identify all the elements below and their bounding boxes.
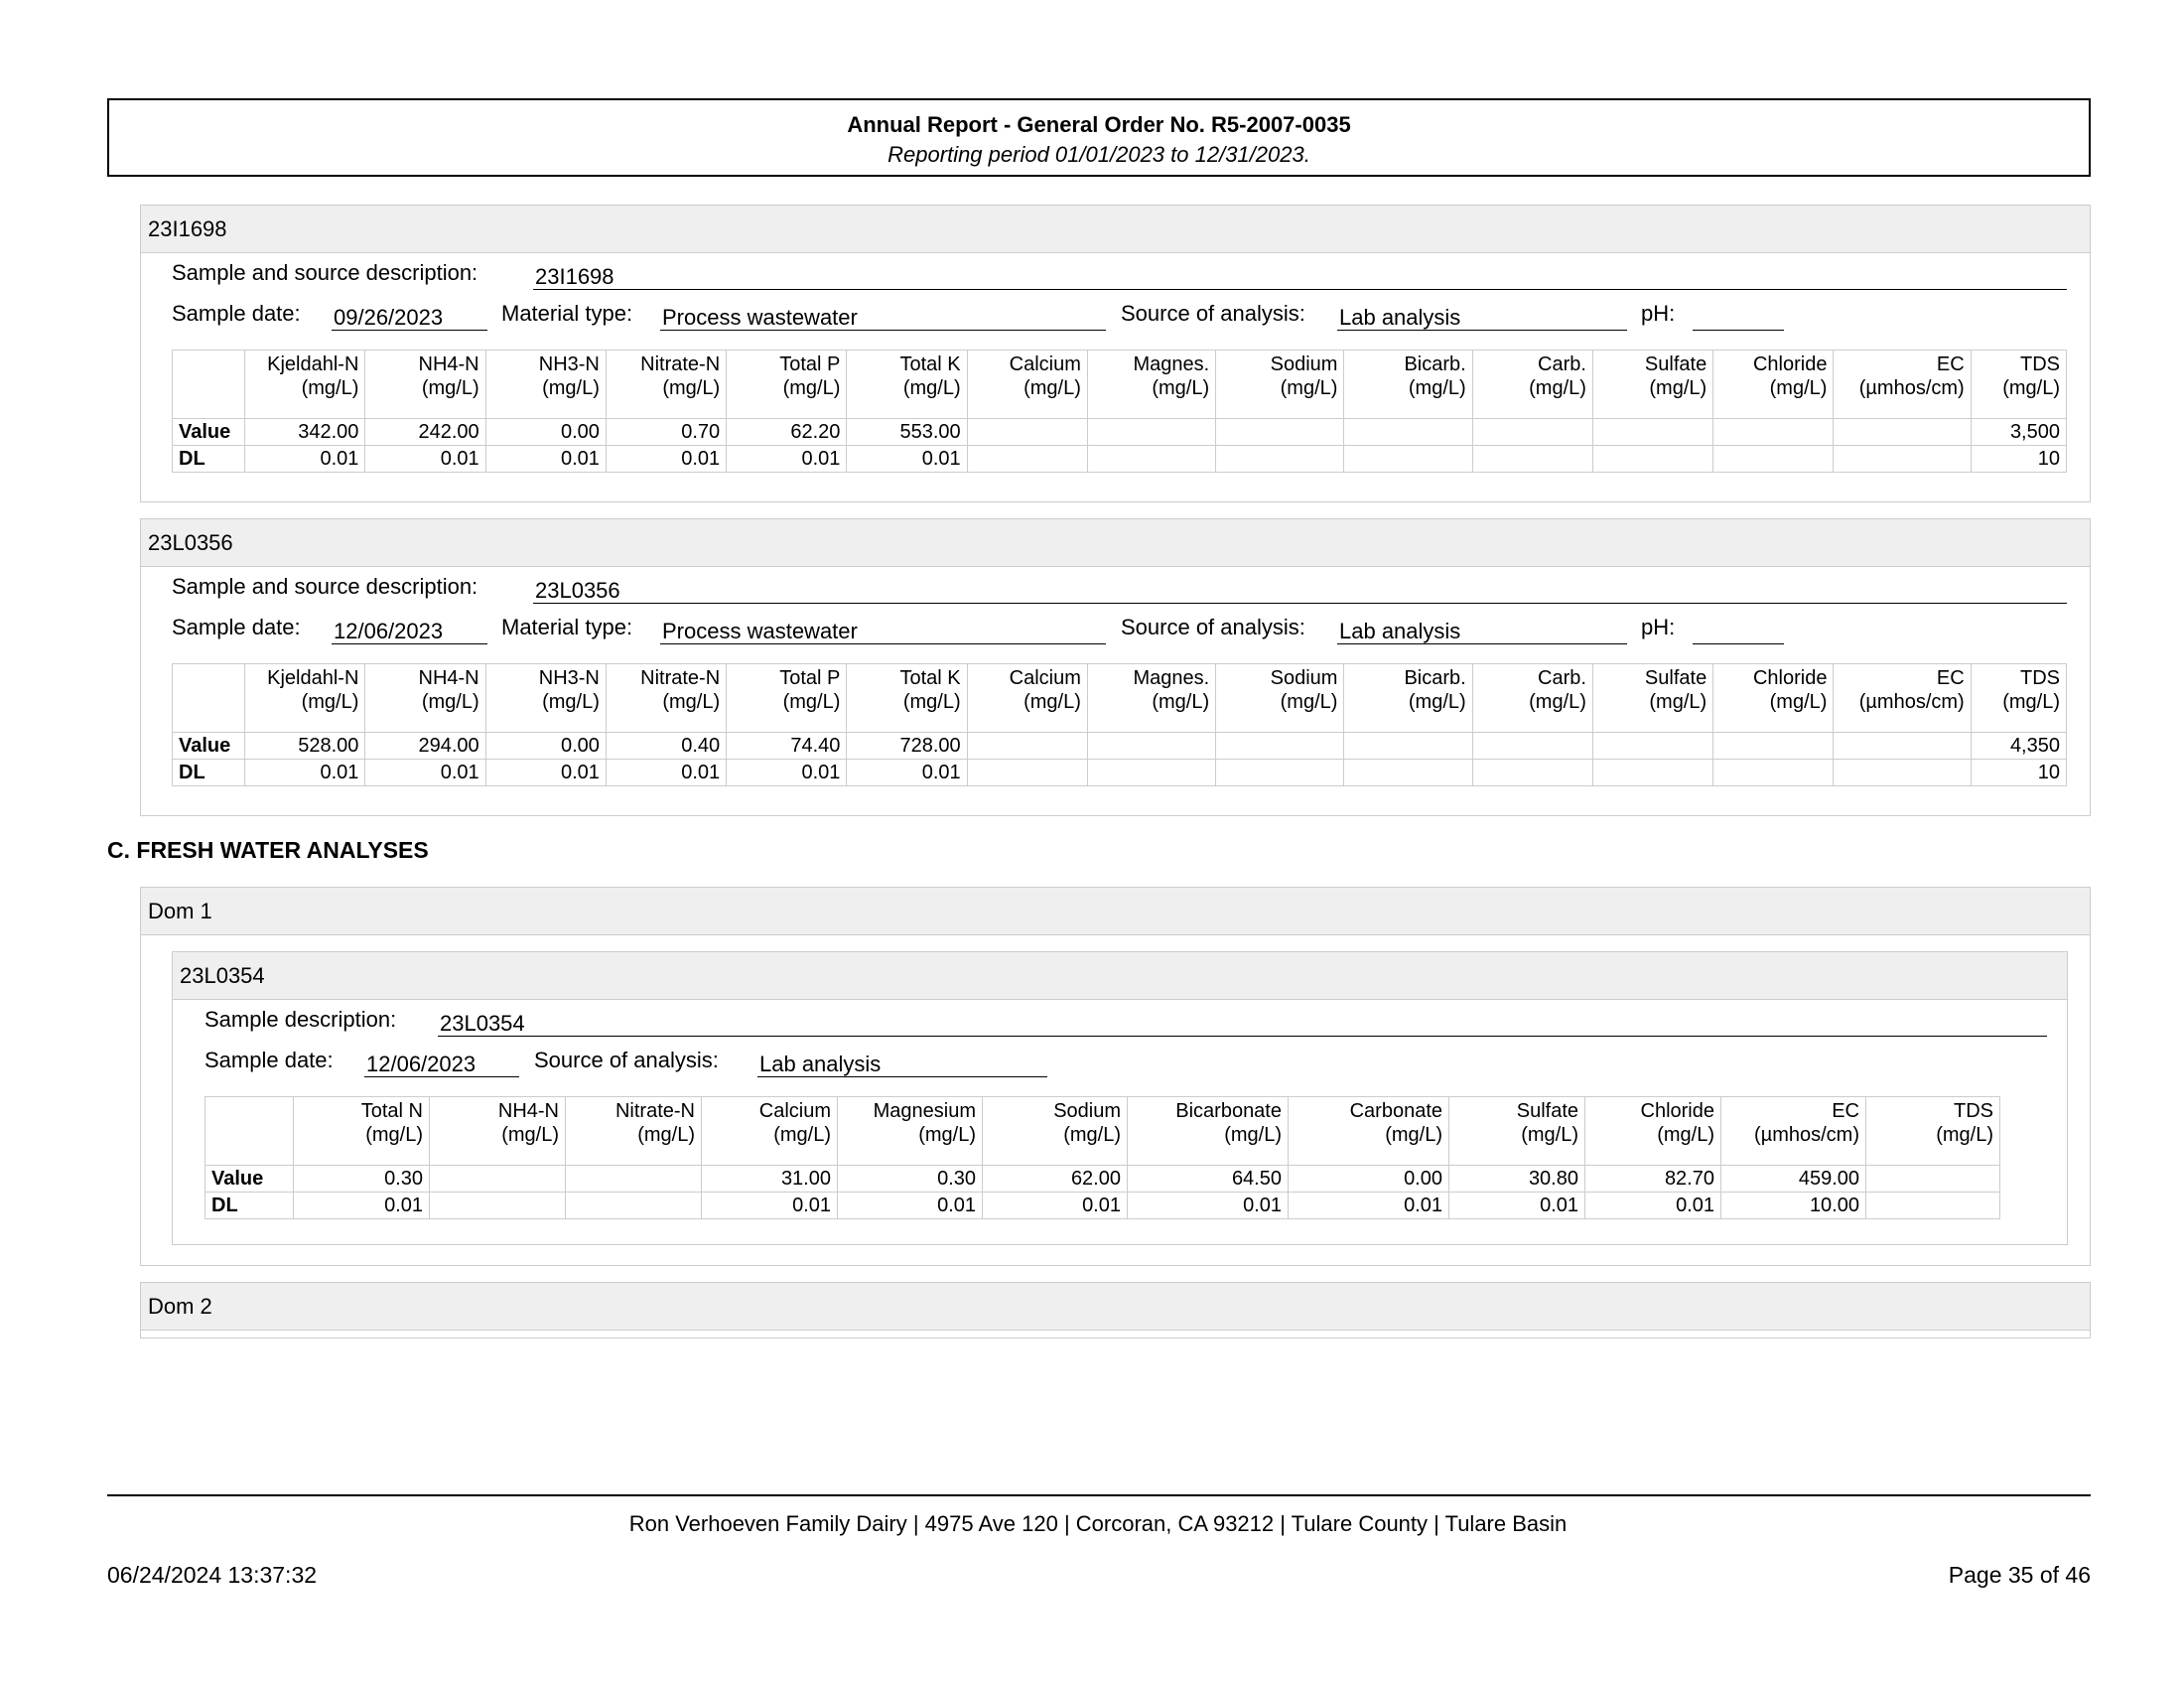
table-cell: 0.01 bbox=[245, 760, 365, 786]
table-cell: 10 bbox=[1971, 446, 2066, 473]
table-cell bbox=[1834, 446, 1971, 473]
report-header bbox=[107, 98, 2091, 177]
sample-description-value: 23L0356 bbox=[533, 577, 2067, 604]
ph-label: pH: bbox=[1641, 615, 1676, 639]
table-cell: 0.01 bbox=[727, 760, 847, 786]
column-header: Total P (mg/L) bbox=[727, 351, 847, 419]
column-header: Sodium (mg/L) bbox=[1216, 351, 1344, 419]
table-cell bbox=[1713, 446, 1834, 473]
column-header: Carb. (mg/L) bbox=[1472, 664, 1592, 733]
table-cell: 0.00 bbox=[485, 419, 606, 446]
column-header: Total K (mg/L) bbox=[847, 664, 967, 733]
column-header: Carbonate (mg/L) bbox=[1289, 1097, 1449, 1166]
column-header: Nitrate-N (mg/L) bbox=[606, 664, 726, 733]
table-cell: 0.01 bbox=[365, 760, 485, 786]
table-cell bbox=[1344, 760, 1472, 786]
corner-cell bbox=[205, 1097, 294, 1166]
fresh-water-sample-panel bbox=[172, 951, 2068, 1245]
table-cell: 0.70 bbox=[606, 419, 726, 446]
column-header: EC (µmhos/cm) bbox=[1834, 664, 1971, 733]
column-header: EC (µmhos/cm) bbox=[1721, 1097, 1866, 1166]
sample-desc-label: Sample description: bbox=[205, 1007, 397, 1032]
table-cell bbox=[1713, 733, 1834, 760]
table-cell: 0.01 bbox=[365, 446, 485, 473]
material-type-value: Process wastewater bbox=[660, 618, 1106, 644]
table-cell: 0.01 bbox=[727, 446, 847, 473]
column-header: NH4-N (mg/L) bbox=[365, 351, 485, 419]
ph-label: pH: bbox=[1641, 301, 1676, 326]
column-header: Total K (mg/L) bbox=[847, 351, 967, 419]
table-cell: 0.01 bbox=[606, 446, 726, 473]
sample-panel bbox=[140, 205, 2091, 502]
column-header: Nitrate-N (mg/L) bbox=[566, 1097, 702, 1166]
column-header: Magnes. (mg/L) bbox=[1087, 351, 1215, 419]
table-cell bbox=[1592, 733, 1712, 760]
table-cell: 30.80 bbox=[1449, 1166, 1585, 1193]
table-cell bbox=[1472, 760, 1592, 786]
source-of-analysis-value: Lab analysis bbox=[757, 1051, 1047, 1077]
column-header: NH3-N (mg/L) bbox=[485, 664, 606, 733]
table-cell bbox=[566, 1166, 702, 1193]
column-header: Sulfate (mg/L) bbox=[1592, 351, 1712, 419]
table-cell bbox=[1713, 419, 1834, 446]
column-header: Bicarb. (mg/L) bbox=[1344, 351, 1472, 419]
column-header: Calcium (mg/L) bbox=[702, 1097, 838, 1166]
table-cell: 0.40 bbox=[606, 733, 726, 760]
column-header: NH4-N (mg/L) bbox=[430, 1097, 566, 1166]
table-cell: 0.01 bbox=[485, 760, 606, 786]
column-header: NH4-N (mg/L) bbox=[365, 664, 485, 733]
table-cell bbox=[1344, 446, 1472, 473]
fresh-water-source-panel bbox=[140, 887, 2091, 1266]
table-cell bbox=[967, 760, 1087, 786]
footer-divider bbox=[107, 1494, 2091, 1496]
column-header: Sulfate (mg/L) bbox=[1449, 1097, 1585, 1166]
table-cell: 31.00 bbox=[702, 1166, 838, 1193]
table-cell: 0.01 bbox=[847, 760, 967, 786]
table-cell bbox=[1472, 733, 1592, 760]
source-of-analysis-value: Lab analysis bbox=[1337, 304, 1627, 331]
fresh-water-source-panel bbox=[140, 1282, 2091, 1338]
table-cell: 62.00 bbox=[983, 1166, 1128, 1193]
column-header: Kjeldahl-N (mg/L) bbox=[245, 664, 365, 733]
material-type-value: Process wastewater bbox=[660, 304, 1106, 331]
column-header: Calcium (mg/L) bbox=[967, 664, 1087, 733]
column-header: Chloride (mg/L) bbox=[1713, 664, 1834, 733]
table-cell: 0.00 bbox=[1289, 1166, 1449, 1193]
table-cell bbox=[1834, 733, 1971, 760]
table-cell bbox=[1834, 419, 1971, 446]
column-header: Kjeldahl-N (mg/L) bbox=[245, 351, 365, 419]
analysis-table bbox=[172, 350, 2067, 473]
column-header: Sulfate (mg/L) bbox=[1592, 664, 1712, 733]
column-header: Calcium (mg/L) bbox=[967, 351, 1087, 419]
table-cell: 3,500 bbox=[1971, 419, 2066, 446]
table-cell: 294.00 bbox=[365, 733, 485, 760]
table-cell: 0.30 bbox=[294, 1166, 430, 1193]
table-cell bbox=[1216, 760, 1344, 786]
table-cell: 74.40 bbox=[727, 733, 847, 760]
table-cell: 82.70 bbox=[1585, 1166, 1721, 1193]
report-title: Annual Report - General Order No. R5-2007-0035 bbox=[847, 112, 1351, 137]
table-cell bbox=[1087, 419, 1215, 446]
column-header: Carb. (mg/L) bbox=[1472, 351, 1592, 419]
corner-cell bbox=[173, 664, 245, 733]
analysis-table bbox=[172, 663, 2067, 786]
table-cell: 528.00 bbox=[245, 733, 365, 760]
table-cell bbox=[1472, 419, 1592, 446]
table-cell: 728.00 bbox=[847, 733, 967, 760]
table-cell: 0.01 bbox=[485, 446, 606, 473]
column-header: TDS (mg/L) bbox=[1971, 664, 2066, 733]
table-cell: 0.01 bbox=[847, 446, 967, 473]
table-cell bbox=[1216, 419, 1344, 446]
source-of-analysis-label: Source of analysis: bbox=[1121, 301, 1305, 326]
column-header: Nitrate-N (mg/L) bbox=[606, 351, 726, 419]
section-title: C. FRESH WATER ANALYSES bbox=[107, 837, 429, 863]
sample-date-label: Sample date: bbox=[172, 615, 301, 639]
column-header: TDS (mg/L) bbox=[1866, 1097, 2000, 1166]
column-header: Magnesium (mg/L) bbox=[838, 1097, 983, 1166]
table-cell bbox=[967, 733, 1087, 760]
analysis-table bbox=[205, 1096, 2000, 1219]
table-cell: 0.01 bbox=[1128, 1193, 1289, 1219]
sample-description-value: 23I1698 bbox=[533, 263, 2067, 290]
table-cell bbox=[1472, 446, 1592, 473]
table-cell bbox=[967, 446, 1087, 473]
table-cell: 10 bbox=[1971, 760, 2066, 786]
dl-row: DL 0.01 0.01 0.01 0.01 0.01 0.01 0.01 0.01 10.00 bbox=[205, 1193, 2000, 1219]
column-header: Chloride (mg/L) bbox=[1713, 351, 1834, 419]
source-of-analysis-label: Source of analysis: bbox=[534, 1048, 719, 1072]
material-type-label: Material type: bbox=[501, 301, 633, 326]
table-cell: 0.30 bbox=[838, 1166, 983, 1193]
sample-date-value: 09/26/2023 bbox=[332, 304, 487, 331]
ph-value bbox=[1693, 304, 1784, 331]
sample-date-value: 12/06/2023 bbox=[364, 1051, 519, 1077]
table-cell bbox=[1592, 760, 1712, 786]
table-cell: 0.01 bbox=[1289, 1193, 1449, 1219]
sample-description-value: 23L0354 bbox=[438, 1010, 2047, 1037]
table-cell: 4,350 bbox=[1971, 733, 2066, 760]
sample-date-label: Sample date: bbox=[172, 301, 301, 326]
table-cell: 64.50 bbox=[1128, 1166, 1289, 1193]
table-cell bbox=[967, 419, 1087, 446]
column-header: Total P (mg/L) bbox=[727, 664, 847, 733]
table-cell bbox=[1866, 1166, 2000, 1193]
column-header: Bicarb. (mg/L) bbox=[1344, 664, 1472, 733]
column-header: EC (µmhos/cm) bbox=[1834, 351, 1971, 419]
column-header: NH3-N (mg/L) bbox=[485, 351, 606, 419]
source-name: Dom 2 bbox=[141, 1283, 2090, 1331]
table-cell bbox=[1713, 760, 1834, 786]
table-cell: 0.01 bbox=[983, 1193, 1128, 1219]
table-cell: 242.00 bbox=[365, 419, 485, 446]
sample-source-desc-label: Sample and source description: bbox=[172, 260, 478, 285]
value-row: Value 342.00 242.00 0.00 0.70 62.20 553.00 3,500 bbox=[173, 419, 2067, 446]
table-cell: 342.00 bbox=[245, 419, 365, 446]
table-cell: 0.01 bbox=[294, 1193, 430, 1219]
sample-panel bbox=[140, 518, 2091, 816]
column-header: Total N (mg/L) bbox=[294, 1097, 430, 1166]
footer-timestamp: 06/24/2024 13:37:32 bbox=[107, 1562, 318, 1588]
table-cell bbox=[566, 1193, 702, 1219]
table-cell: 0.00 bbox=[485, 733, 606, 760]
footer-address: Ron Verhoeven Family Dairy | 4975 Ave 120 | Corcoran, CA 93212 | Tulare County | Tulare Basin bbox=[628, 1511, 1568, 1536]
corner-cell bbox=[173, 351, 245, 419]
table-cell bbox=[1592, 446, 1712, 473]
column-header: TDS (mg/L) bbox=[1971, 351, 2066, 419]
table-cell: 62.20 bbox=[727, 419, 847, 446]
table-cell bbox=[1344, 419, 1472, 446]
column-header: Sodium (mg/L) bbox=[1216, 664, 1344, 733]
sample-id: 23L0354 bbox=[173, 952, 2067, 1000]
sample-id: 23I1698 bbox=[141, 206, 2090, 253]
table-cell: 0.01 bbox=[702, 1193, 838, 1219]
material-type-label: Material type: bbox=[501, 615, 633, 639]
reporting-period: Reporting period 01/01/2023 to 12/31/2023. bbox=[887, 142, 1310, 167]
sample-id: 23L0356 bbox=[141, 519, 2090, 567]
sample-source-desc-label: Sample and source description: bbox=[172, 574, 478, 599]
page-number: Page 35 of 46 bbox=[1948, 1562, 2091, 1588]
table-cell: 0.01 bbox=[1449, 1193, 1585, 1219]
table-cell bbox=[1216, 446, 1344, 473]
dl-row: DL 0.01 0.01 0.01 0.01 0.01 0.01 10 bbox=[173, 760, 2067, 786]
column-header: Bicarbonate (mg/L) bbox=[1128, 1097, 1289, 1166]
sample-date-value: 12/06/2023 bbox=[332, 618, 487, 644]
source-of-analysis-value: Lab analysis bbox=[1337, 618, 1627, 644]
table-cell bbox=[1087, 760, 1215, 786]
dl-row: DL 0.01 0.01 0.01 0.01 0.01 0.01 10 bbox=[173, 446, 2067, 473]
ph-value bbox=[1693, 618, 1784, 644]
table-cell bbox=[1834, 760, 1971, 786]
table-cell: 553.00 bbox=[847, 419, 967, 446]
table-cell bbox=[1087, 733, 1215, 760]
value-row: Value 528.00 294.00 0.00 0.40 74.40 728.00 4,350 bbox=[173, 733, 2067, 760]
table-cell: 0.01 bbox=[1585, 1193, 1721, 1219]
table-cell: 459.00 bbox=[1721, 1166, 1866, 1193]
table-cell bbox=[1592, 419, 1712, 446]
column-header: Magnes. (mg/L) bbox=[1087, 664, 1215, 733]
table-cell bbox=[1216, 733, 1344, 760]
table-cell: 0.01 bbox=[606, 760, 726, 786]
table-cell: 10.00 bbox=[1721, 1193, 1866, 1219]
table-cell: 0.01 bbox=[245, 446, 365, 473]
column-header: Chloride (mg/L) bbox=[1585, 1097, 1721, 1166]
table-cell bbox=[1866, 1193, 2000, 1219]
table-cell: 0.01 bbox=[838, 1193, 983, 1219]
table-cell bbox=[1344, 733, 1472, 760]
value-row: Value 0.30 31.00 0.30 62.00 64.50 0.00 30.80 82.70 459.00 bbox=[205, 1166, 2000, 1193]
sample-date-label: Sample date: bbox=[205, 1048, 334, 1072]
table-cell bbox=[1087, 446, 1215, 473]
table-cell bbox=[430, 1193, 566, 1219]
table-cell bbox=[430, 1166, 566, 1193]
column-header: Sodium (mg/L) bbox=[983, 1097, 1128, 1166]
source-of-analysis-label: Source of analysis: bbox=[1121, 615, 1305, 639]
source-name: Dom 1 bbox=[141, 888, 2090, 935]
